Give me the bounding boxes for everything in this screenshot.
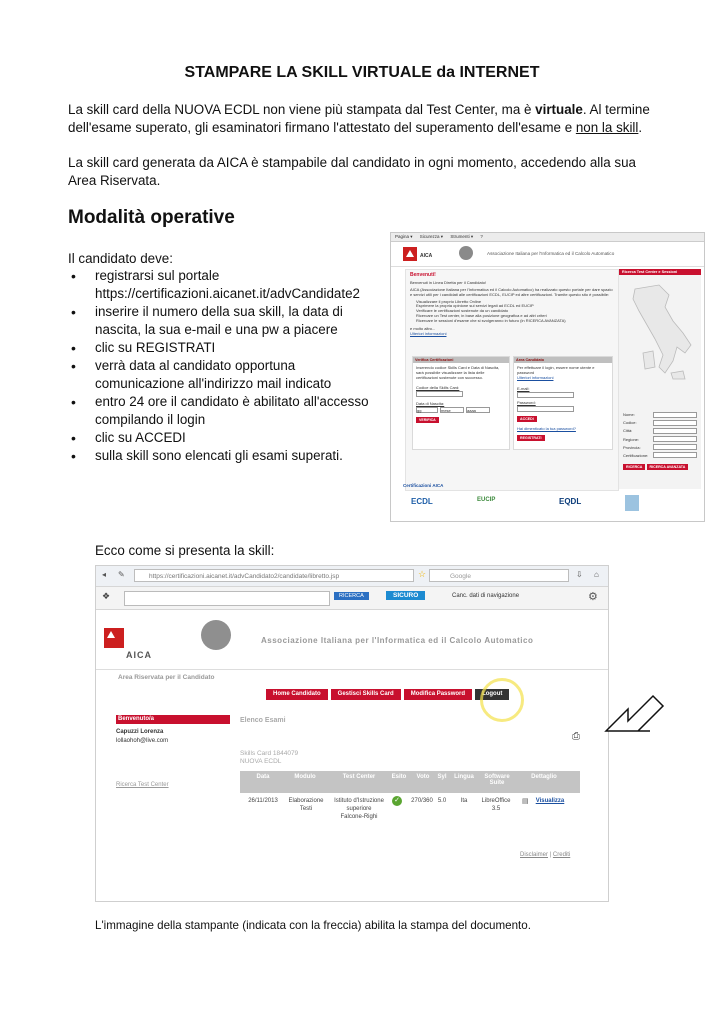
globe-icon (201, 620, 231, 650)
list-item: • entro 24 ore il candidato è abilitato all'accesso compilando il login (68, 393, 378, 429)
verify-button[interactable]: VERIFICA (416, 417, 439, 423)
col-header: Syl (437, 774, 447, 780)
feature-item: Ricercare le sessioni d'esame che si svolgeranno in futuro (in RICERCA AVANZATA) (416, 317, 566, 323)
menu-item: Strumenti ▾ (450, 234, 474, 239)
code-input[interactable] (653, 420, 697, 426)
para1-underline: non la skill (575, 120, 639, 135)
welcome-text: AICA (Associazione Italiana per l'Informatica ed il Calcolo Automatico) ha realizzato questo portale per dare spazio e servizi utili per i candidati alle certificazioni ECDL, EUCIP ed altre certificazioni. Tramite questo sito è possibile: (410, 287, 613, 297)
area-header: Area Candidato (514, 357, 612, 363)
check-icon: ✓ (392, 796, 402, 806)
aica-logo-icon (104, 628, 124, 648)
cell-test-center: Istituto d'Istruzione superiore Falcone-Righi (334, 798, 384, 820)
candidate-name: Capuzzi Lorenza (116, 729, 164, 735)
browser-address-bar (96, 566, 608, 587)
browser-toolbar (96, 587, 608, 610)
skill-intro: Ecco come si presenta la skill: (95, 543, 275, 558)
area-text: Per effettuare il login, essere nome utente e password (517, 365, 595, 375)
logo-text: AICA (126, 650, 152, 660)
para1-bold: virtuale (535, 102, 583, 117)
skills-card-number: Skills Card 1844079 (240, 750, 299, 757)
table-row (240, 795, 580, 843)
steps-list (68, 268, 378, 465)
portal-header (391, 242, 704, 267)
more-link[interactable]: Ulteriori informazioni (410, 330, 447, 336)
tab-home[interactable]: Home Candidato (266, 689, 328, 700)
verify-box (412, 356, 510, 450)
wrench-icon[interactable]: ✎ (118, 570, 125, 579)
name-input[interactable] (653, 412, 697, 418)
globe-icon (459, 246, 473, 260)
search-test-center-link[interactable]: Ricerca Test Center (116, 782, 169, 788)
list-item: • inserire il numero della sua skill, la data di nascita, la sua e-mail e una pw a piacere (68, 303, 378, 339)
dob-year-value: aaaa (467, 408, 476, 413)
skills-card-type: NUOVA ECDL (240, 758, 282, 765)
feature-item: Visualizzare il proprio Libretto Online (416, 298, 482, 304)
tab-manage-skills[interactable]: Gestisci Skills Card (331, 689, 401, 700)
verify-text: Inserendo codice Skills Card e Data di Nascita, sarà possibile visualizzare la lista delle certificazioni sostenute con successo. (416, 365, 500, 380)
dob-label: Data di Nascita: (416, 401, 445, 406)
ecdl-logo: ECDL (411, 497, 433, 506)
eqdl-logo: EQDL (559, 497, 582, 506)
feature-item: Esprimere la propria opinione sui servizi legati ad ECDL ed EUCIP (416, 303, 534, 309)
para1-text-a: La skill card della NUOVA ECDL non viene più stampata dal Test Center, ma è (68, 102, 536, 117)
aica-logo-icon (403, 247, 417, 261)
city-input[interactable] (653, 428, 697, 434)
intro-text: Il candidato deve: (68, 251, 173, 266)
pointer-arrow-icon (601, 684, 671, 754)
assoc-name: Associazione Italiana per l'Informatica ed il Calcolo Automatico (261, 636, 534, 645)
table-header (240, 771, 580, 793)
eucip-logo: EUCIP (477, 497, 496, 503)
area-title: Area Riservata per il Candidato (118, 674, 215, 681)
dob-month-select[interactable] (440, 407, 464, 413)
dob-day-value: gg (417, 408, 422, 413)
page-title: STAMPARE LA SKILL VIRTUALE da INTERNET (184, 64, 540, 81)
exam-list-title: Elenco Esami (240, 717, 286, 724)
col-header: Software Suite (484, 774, 510, 786)
dropbox-icon: ❖ (102, 591, 111, 601)
certification-select[interactable] (653, 452, 697, 458)
paragraph-skill-card (68, 101, 658, 137)
email-label: E-mail: (517, 386, 530, 391)
col-header: Lingua (454, 774, 474, 780)
home-icon[interactable]: ⌂ (594, 570, 599, 579)
field-label: Codice: (623, 420, 637, 426)
toolbar-brand[interactable]: SICURO (386, 591, 425, 600)
credits-link[interactable]: Crediti (552, 852, 571, 858)
disclaimer-link[interactable]: Disclaimer (520, 852, 549, 858)
register-button[interactable]: REGISTRATI (517, 435, 545, 441)
list-item: • clic su REGISTRATI (68, 339, 378, 357)
browser-menu-bar (391, 233, 704, 242)
field-label: Regione: (623, 436, 640, 442)
nav-tabs (266, 689, 512, 700)
skills-card-input[interactable] (416, 391, 463, 397)
field-label: Nome: (623, 412, 635, 417)
section-heading: Modalità operative (68, 207, 235, 228)
advanced-search-button[interactable]: RICERCA AVANZATA (647, 464, 689, 470)
assoc-name: Associazione Italiana per l'Informatica ed il Calcolo Automatico (487, 251, 615, 256)
logo-text: AICA (420, 253, 433, 259)
certifications-title: Certificazioni AICA (403, 483, 444, 488)
welcome-title: Benvenuti! (410, 272, 436, 278)
access-button[interactable]: ACCEDI (517, 416, 537, 422)
field-label: Città: (623, 428, 633, 434)
feature-item: Ricercare un Test center, in base alla posizione geografica e ad altri criteri (416, 312, 547, 318)
skills-label: Codice della Skills Card: (416, 385, 460, 390)
col-header: Dettaglio (531, 774, 557, 780)
certifications-row (391, 491, 704, 521)
more-text: e molto altro... (410, 325, 436, 331)
search-panel (619, 269, 701, 489)
welcome-subtitle: Benvenuti in Linea Diretta per il Candidato! (410, 280, 487, 285)
cell-score: 270/360 (411, 798, 433, 804)
url-text: https://certificazioni.aicanet.it/advCandidato2/candidate/libretto.jsp (149, 573, 340, 580)
feature-item: Verificare le certificazioni sostenute da un candidato (416, 308, 509, 314)
cert-logo-icon (625, 495, 639, 511)
tab-logout[interactable]: Logout (475, 689, 509, 700)
col-header: Esito (391, 774, 407, 780)
dob-year-select[interactable] (466, 407, 490, 413)
field-label: Certificazione: (623, 453, 649, 459)
paragraph-aica: La skill card generata da AICA è stampabile dal candidato in ogni momento, accedendo alla sua Area Riservata. (68, 155, 636, 188)
caption: L'immagine della stampante (indicata con la freccia) abilita la stampa del documento. (95, 919, 531, 932)
aica-portal-screenshot (390, 232, 705, 522)
cell-module: Elaborazione Testi (288, 798, 324, 812)
cell-suite: LibreOffice 3.5 (481, 798, 511, 812)
field-label: Provincia: (623, 444, 641, 450)
search-header: Ricerca Test Center e Sessioni (619, 269, 701, 275)
list-item: • verrà data al candidato opportuna comunicazione all'indirizzo mail indicato (68, 357, 378, 393)
skill-card-screenshot (95, 565, 609, 902)
cell-language: Ita (460, 798, 468, 804)
welcome-bar: Benvenuto/a (116, 715, 230, 724)
menu-item: Sicurezza ▾ (419, 234, 444, 239)
list-item: • clic su ACCEDI (68, 429, 378, 447)
footer-links: Disclaimer | Crediti (520, 852, 571, 858)
password-label: Password: (517, 400, 536, 405)
view-icon[interactable]: ▤ (522, 798, 529, 805)
area-info-link[interactable]: Ulteriori informazioni (517, 375, 554, 380)
list-item: • registrarsi sul portale https://certificazioni.aicanet.it/advCandidate2 (68, 267, 378, 303)
list-item: • sulla skill sono elencati gli esami superati. (68, 447, 378, 465)
search-input[interactable] (429, 569, 569, 582)
menu-item: ? (480, 234, 483, 239)
cell-date: 26/11/2013 (248, 798, 278, 804)
region-select[interactable] (653, 436, 697, 442)
italy-map-icon (625, 281, 695, 381)
tab-change-password[interactable]: Modifica Password (404, 689, 472, 700)
verify-header: Verifica Certificazioni (413, 357, 509, 363)
clear-data-link[interactable]: Canc. dati di navigazione (452, 593, 520, 599)
back-icon[interactable]: ◂ (102, 570, 107, 579)
col-header: Data (256, 774, 270, 780)
url-input[interactable] (134, 569, 414, 582)
candidate-email: lollaohoh@live.com (116, 738, 169, 744)
candidate-area-box (513, 356, 613, 450)
toolbar-search-field[interactable] (124, 591, 330, 606)
dob-day-select[interactable] (416, 407, 438, 413)
para1-text-b: . Al termine dell'esame superato, gli esaminatori firmano l'attestato del superamento dell'esame e (68, 102, 650, 135)
highlight-circle (480, 678, 524, 722)
print-icon[interactable]: ⎙ (572, 731, 580, 742)
password-field[interactable] (517, 406, 574, 412)
dob-month-value: mese (441, 408, 451, 413)
col-header: Modulo (294, 774, 316, 780)
col-header: Test Center (342, 774, 376, 780)
download-icon[interactable]: ⇩ (576, 570, 583, 579)
toolbar-search-button[interactable]: RICERCA (334, 592, 369, 600)
star-icon[interactable]: ☆ (418, 569, 427, 579)
col-header: Voto (416, 774, 430, 780)
para1-text-c: . (638, 120, 643, 135)
search-placeholder: Google (450, 573, 471, 580)
province-select[interactable] (653, 444, 697, 450)
cell-syllabus: 5.0 (437, 798, 447, 804)
forgot-password-link[interactable]: Hai dimenticato la tua password? (517, 426, 576, 431)
email-field[interactable] (517, 392, 574, 398)
search-button[interactable]: RICERCA (623, 464, 645, 470)
gear-icon[interactable]: ⚙ (588, 591, 598, 603)
view-details-link[interactable]: Visualizza (535, 798, 565, 804)
menu-item: Pagina ▾ (395, 234, 413, 239)
welcome-panel (405, 269, 619, 491)
